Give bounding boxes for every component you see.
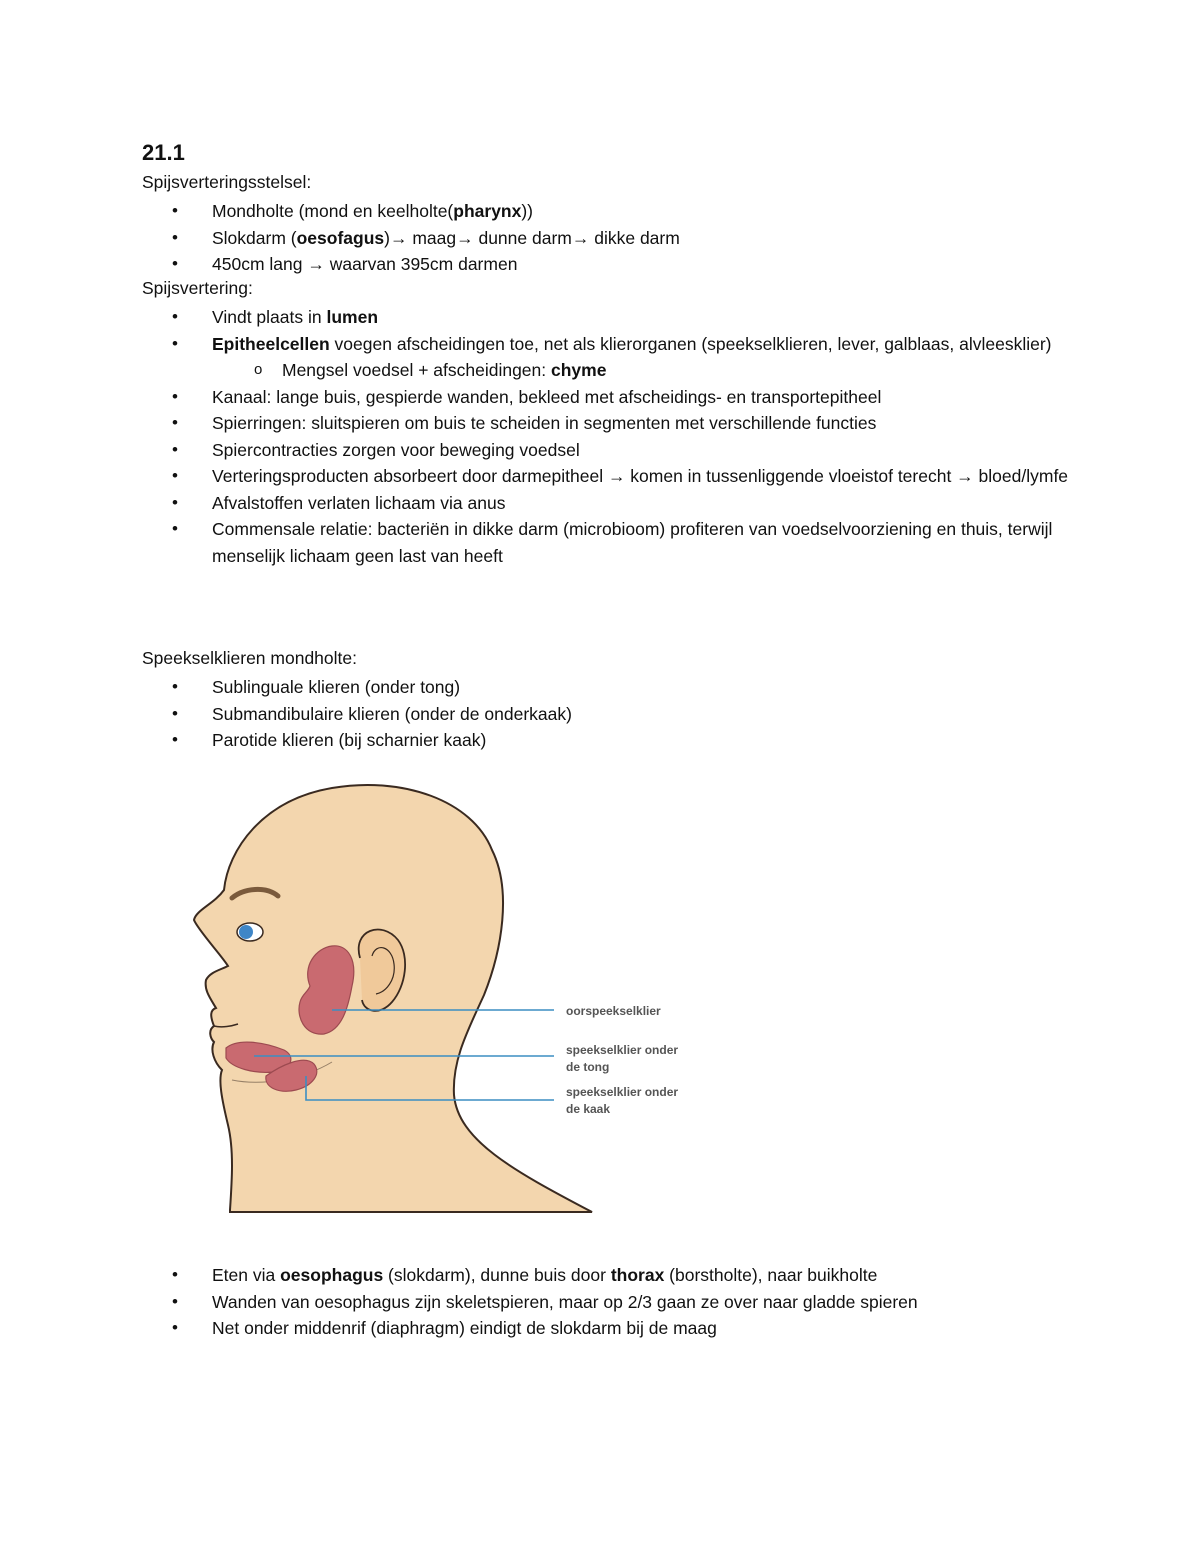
list-item: • Afvalstoffen verlaten lichaam via anus xyxy=(142,490,1102,517)
section-heading: 21.1 xyxy=(142,140,185,165)
list-item: • 450cm lang → waarvan 395cm darmen xyxy=(142,251,1102,278)
iris xyxy=(239,925,253,939)
list-item: • Spiercontracties zorgen voor beweging voedsel xyxy=(142,437,1102,464)
list-speekselklieren xyxy=(142,674,1102,754)
list-item: • Sublinguale klieren (onder tong) xyxy=(142,674,1102,701)
label-submandibular-1: speekselklier onder xyxy=(566,1085,679,1099)
list-oesophagus xyxy=(142,1262,1102,1342)
list-item: • Vindt plaats in lumen xyxy=(142,304,1102,331)
list-item: • Kanaal: lange buis, gespierde wanden, bekleed met afscheidings- en transportepitheel xyxy=(142,384,1102,411)
list-item: • Mondholte (mond en keelholte(pharynx)) xyxy=(142,198,1102,225)
head-profile-figure xyxy=(192,780,712,1220)
label-sublingual-1: speekselklier onder xyxy=(566,1043,679,1057)
label-speekselklieren: Speekselklieren mondholte: xyxy=(142,648,357,668)
list-item: • Spierringen: sluitspieren om buis te scheiden in segmenten met verschillende functies xyxy=(142,410,1102,437)
list-item: • Wanden van oesophagus zijn skeletspieren, maar op 2/3 gaan ze over naar gladde spieren xyxy=(142,1289,1102,1316)
list-item: • Eten via oesophagus (slokdarm), dunne buis door thorax (borstholte), naar buikholte xyxy=(142,1262,1102,1289)
label-spijsvertering: Spijsvertering: xyxy=(142,278,253,298)
salivary-glands-illustration xyxy=(192,780,712,1220)
sub-list-item: o Mengsel voedsel + afscheidingen: chyme xyxy=(142,357,1102,384)
list-item: • Net onder middenrif (diaphragm) eindigt de slokdarm bij de maag xyxy=(142,1315,1102,1342)
list-item: • Verteringsproducten absorbeert door darmepitheel → komen in tussenliggende vloeistof terecht → bloed/lymfe xyxy=(142,463,1102,490)
list-item: • Slokdarm (oesofagus)→ maag→ dunne darm→ dikke darm xyxy=(142,225,1102,252)
label-spijsverteringsstelsel: Spijsverteringsstelsel: xyxy=(142,172,312,192)
label-sublingual-2: de tong xyxy=(566,1060,610,1074)
list-spijsverteringsstelsel xyxy=(142,198,1102,278)
list-item: • Submandibulaire klieren (onder de onderkaak) xyxy=(142,701,1102,728)
list-item: • Epitheelcellen voegen afscheidingen toe, net als klierorganen (speekselklieren, lever, galblaas, alvleesklier) xyxy=(142,331,1102,358)
label-submandibular-2: de kaak xyxy=(566,1102,611,1116)
list-item: • Parotide klieren (bij scharnier kaak) xyxy=(142,727,1102,754)
list-item: • Commensale relatie: bacteriën in dikke darm (microbioom) profiteren van voedselvoorziening en thuis, terwijl menselijk lichaam geen last van heeft xyxy=(142,516,1102,569)
label-parotid: oorspeekselklier xyxy=(566,1004,661,1018)
list-spijsvertering xyxy=(142,304,1102,569)
